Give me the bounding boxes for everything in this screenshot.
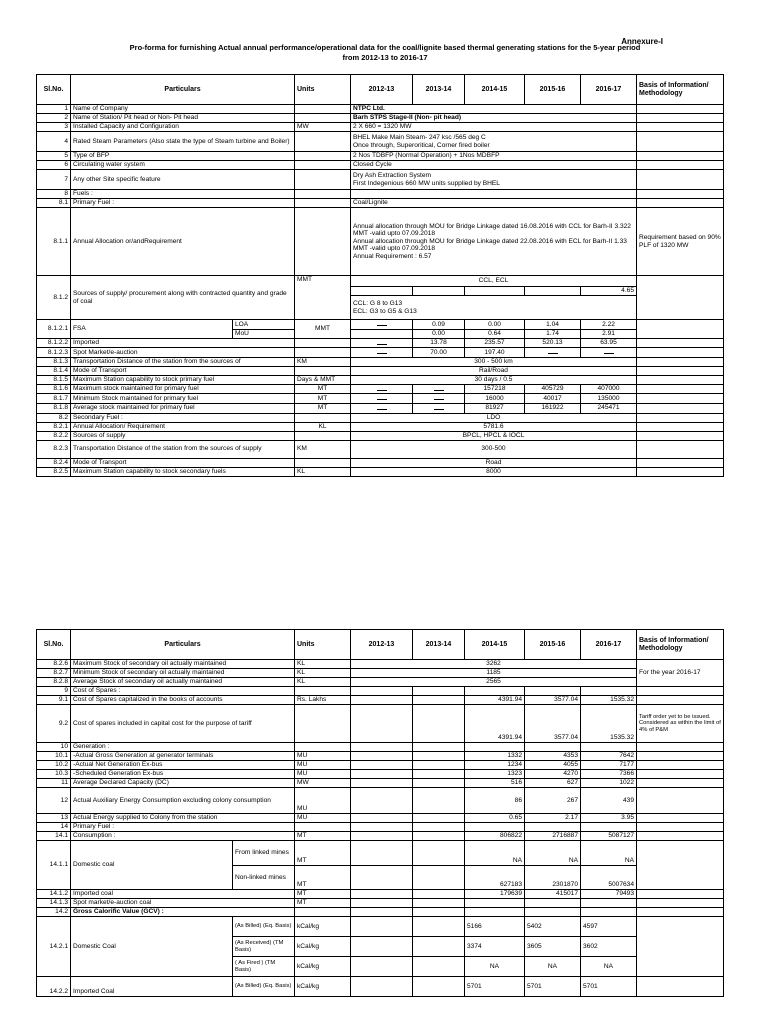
table-row: 14.1 Consumption : MT 806822 2716887 5087127 (37, 832, 724, 841)
table-row: 8.2.4 Mode of Transport Road (37, 458, 724, 467)
table-row: 4.65 (37, 287, 724, 296)
header-row (37, 630, 724, 660)
header-row (37, 75, 724, 105)
title-line-1: Pro-forma for furnishing Actual annual performance/operational data for the coal/lignite based thermal generating stations for the 5-year period (129, 43, 641, 52)
header-particulars: Particulars (71, 630, 295, 660)
header-2016-17: 2016-17 (581, 630, 637, 660)
dash-mark (525, 348, 581, 358)
table-row: 8.1.7 Minimum Stock maintained for primary fuel MT 16000 40017 135000 (37, 394, 724, 404)
table-row: 8.1.2.1 FSA LOA MMT 0.09 0.00 1.04 2.22 (37, 320, 724, 330)
dash-mark (351, 348, 413, 358)
table-row: 14.2.2 Imported Coal (As Billed) (Eq. Basis) kCal/kg 5701 5701 5701 (37, 977, 724, 997)
dash-mark (351, 338, 413, 348)
header-2014-15: 2014-15 (465, 75, 525, 105)
dash-mark (351, 403, 413, 413)
header-2013-14: 2013-14 (413, 75, 465, 105)
table-row: 8.1.1 Annual Allocation or/andRequirement Annual allocation through MOU for Bridge Linkage dated 16.08.2016 with CCL for Barh-II 3.322 MMT -valid upto 07.09.2018 Annual allocation through MOU for Bridge Linkage dated 22.08.2016 with ECL for Barh-II 1.33 MMT -valid upto 07.09.2018 Annual Requirement : 6.57 Requirement based on 90% PLF of 1320 MW (37, 208, 724, 276)
table-row: 5 Type of BFP 2 Nos TDBFP (Normal Operation) + 1Nos MDBFP (37, 152, 724, 161)
table-row: 8.1.8 Average stock maintained for primary fuel MT 81927 161922 245471 (37, 403, 724, 413)
header-sl: Sl.No. (37, 75, 71, 105)
table-row: 13 Actual Energy supplied to Colony from the station MU 0.65 2.17 3.95 (37, 814, 724, 823)
table-row: 14.1.1 Domestic coal From linked mines MT NA NA NA (37, 841, 724, 866)
dash-mark (351, 384, 413, 394)
table-row: 14 Primary Fuel : (37, 823, 724, 832)
table-row: 9.1 Cost of Spares capitalized in the books of accounts Rs. Lakhs 4391.94 3577.04 1535.32 (37, 696, 724, 705)
table-row: 14.1.2 Imported coal MT 179639 415017 79493 (37, 890, 724, 899)
header-basis: Basis of Information/ Methodology (637, 630, 724, 660)
table-row: 1 Name of Company NTPC Ltd. (37, 105, 724, 114)
table-row: 8.2.8 Average Stock of secondary oil actually maintained KL 2565 (37, 678, 724, 687)
header-units: Units (295, 630, 351, 660)
table-row: 10 Generation : (37, 743, 724, 752)
dash-mark (581, 348, 637, 358)
table-row: 8.2.6 Maximum Stock of secondary oil actually maintained KL 3262 For the year 2016-17 (37, 660, 724, 669)
table-row: 10.3 -Scheduled Generation Ex-bus MU 1323 4270 7366 (37, 770, 724, 779)
performance-table-part-2 (36, 629, 724, 997)
table-row: 9.2 Cost of spares included in capital cost for the purpose of tariff 4391.94 3577.04 1535.32 Tariff order yet to be issued. Considered as within the limit of 4% of P&M (37, 705, 724, 743)
table-row: ( As Fired ) (TM Basis) kCal/kg NA NA NA (37, 957, 724, 977)
table-row: 14.2 Gross Calorific Value (GCV) : (37, 908, 724, 917)
table-row: 8.1.4 Mode of Transport Rail/Road (37, 366, 724, 375)
header-sl: Sl.No. (37, 630, 71, 660)
header-2015-16: 2015-16 (525, 630, 581, 660)
header-2016-17: 2016-17 (581, 75, 637, 105)
table-row: 7 Any other Site specific feature Dry Ash Extraction System First Indegenious 660 MW units supplied by BHEL (37, 170, 724, 190)
performance-table-part-1 (36, 74, 724, 477)
header-2014-15: 2014-15 (465, 630, 525, 660)
table-row: 8.1 Primary Fuel : Coal/Lignite (37, 199, 724, 208)
table-row: Non-linked mines MT 627183 2301870 5007634 (37, 866, 724, 890)
table-row: 8.2.7 Minimum Stock of secondary oil actually maintained KL 1185 (37, 669, 724, 678)
header-particulars: Particulars (71, 75, 295, 105)
table-row: 14.1.3 Spot market/e-auction coal MT (37, 899, 724, 908)
table-row: 8.2.3 Transportation Distance of the station from the sources of supply KM 300-500 (37, 440, 724, 458)
table-row: 8.2 Secondary Fuel : LDO (37, 413, 724, 422)
annexure-label: Annexure-I (621, 37, 663, 46)
dash-mark (413, 394, 465, 404)
table-row: 11 Average Declared Capacity (DC) MW 516 627 1022 (37, 779, 724, 788)
header-basis: Basis of Information/ Methodology (637, 75, 724, 105)
table-row: 8.1.2.2 Imported 13.78 235.57 520.13 63.95 (37, 338, 724, 348)
header-2015-16: 2015-16 (525, 75, 581, 105)
table-row: 8.1.3 Transportation Distance of the station from the sources of KM 300 - 500 km (37, 357, 724, 366)
title-line-2: from 2012-13 to 2016-17 (342, 53, 428, 62)
table-row: 9 Cost of Spares : (37, 687, 724, 696)
table-row: 12 Actual Auxiliary Energy Consumption excluding colony consumption MU 86 267 439 (37, 788, 724, 814)
document-title (60, 43, 710, 63)
dash-mark (413, 403, 465, 413)
table-row: MoU 0.00 0.64 1.74 2.91 (37, 329, 724, 338)
header-units: Units (295, 75, 351, 105)
table-row: 8.1.5 Maximum Station capability to stock primary fuel Days & MMT 30 days / 0.5 (37, 375, 724, 384)
table-row: 10.2 -Actual Net Generation Ex-bus MU 1234 4055 7177 (37, 761, 724, 770)
table-row: 8.1.6 Maximum stock maintained for primary fuel MT 157218 405729 407000 (37, 384, 724, 394)
dash-mark (351, 320, 413, 330)
table-row: 8.2.1 Annual Allocation/ Requirement KL 5781.6 (37, 422, 724, 431)
table-row: (As Received) (TM Basis) kCal/kg 3374 3605 3602 (37, 937, 724, 957)
table-row: 10.1 -Actual Gross Generation at generator terminals MU 1332 4353 7642 (37, 752, 724, 761)
table-row: 2 Name of Station/ Pit head or Non- Pit head Barh STPS Stage-II (Non- pit head) (37, 114, 724, 123)
table-row: 8 Fuels : (37, 190, 724, 199)
table-row: 8.2.5 Maximum Station capability to stock secondary fuels KL 8000 (37, 467, 724, 476)
dash-mark (413, 384, 465, 394)
dash-mark (351, 394, 413, 404)
table-row: 3 Installed Capacity and Configuration MW 2 X 660 = 1320 MW (37, 123, 724, 132)
header-2013-14: 2013-14 (413, 630, 465, 660)
table-row: 8.2.2 Sources of supply BPCL, HPCL & IOCL (37, 431, 724, 440)
table-row: 8.1.2.3 Spot Market/e-auction 70.00 197.40 (37, 348, 724, 358)
table-row: 4 Rated Steam Parameters (Also state the type of Steam turbine and Boiler) BHEL Make Main Steam- 247 ksc /565 deg C Once through, Superoritical, Corner fired boiler (37, 132, 724, 152)
header-2012-13: 2012-13 (351, 630, 413, 660)
table-row: 14.2.1 Domestic Coal (As Billed) (Eq. Basis) kCal/kg 5166 5402 4597 (37, 917, 724, 937)
table-row: 6 Circulating water system Closed Cycle (37, 161, 724, 170)
table-row: CCL: G 8 to G13 ECL: G3 to G5 & G13 (37, 296, 724, 320)
header-2012-13: 2012-13 (351, 75, 413, 105)
table-row: 8.1.2 Sources of supply/ procurement along with contracted quantity and grade of coal MMT CCL, ECL (37, 276, 724, 287)
